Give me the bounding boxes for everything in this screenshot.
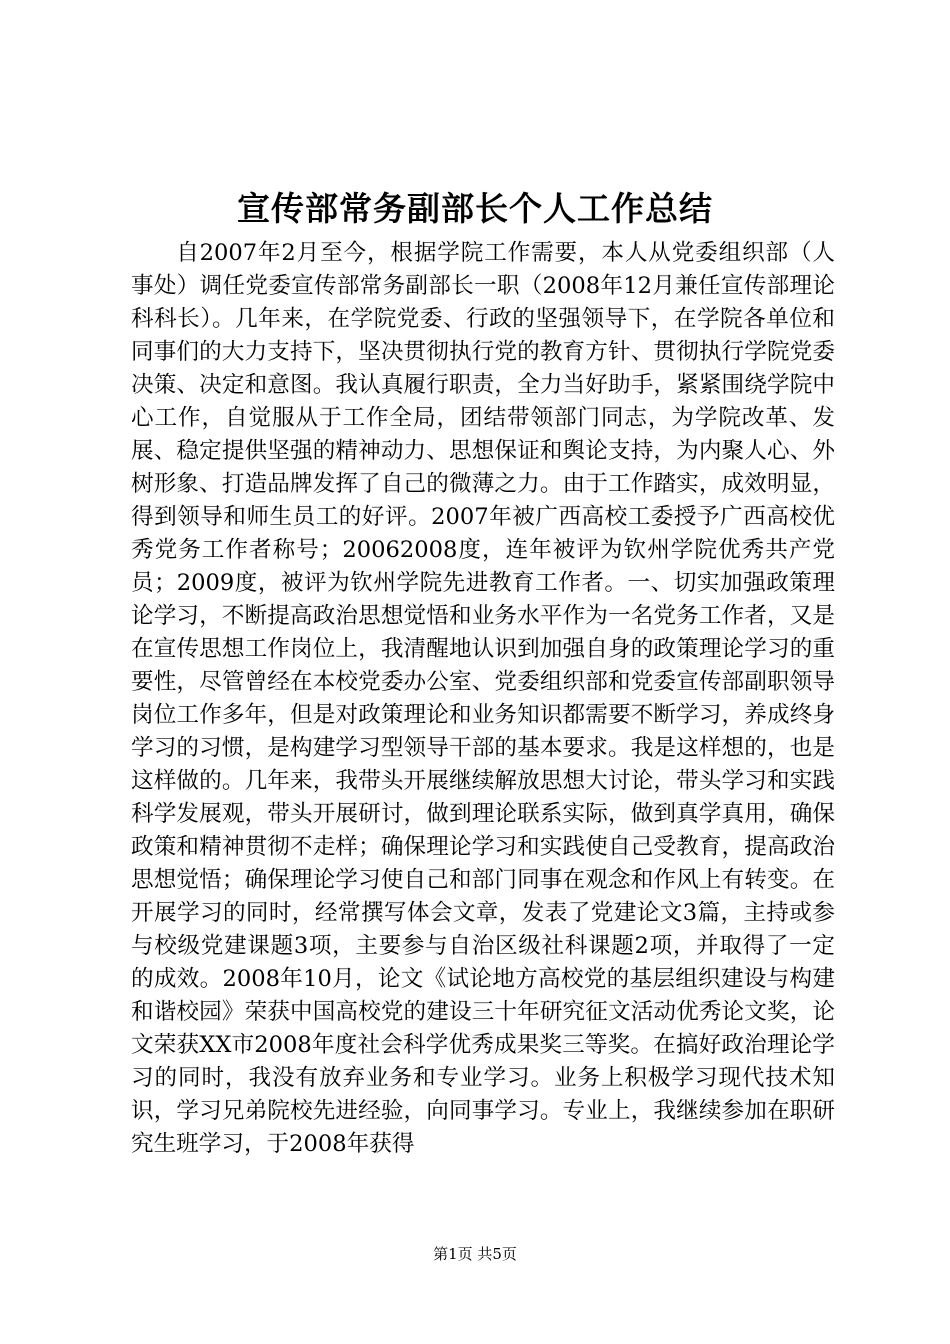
page-number-footer: 第1页 共5页 — [433, 1245, 517, 1263]
document-title: 宣传部常务副部长个人工作总结 — [237, 189, 713, 228]
document-body-paragraph: 自2007年2月至今，根据学院工作需要，本人从党委组织部（人事处）调任党委宣传部常务副部长一职（2008年12月兼任宣传部理论科科长）。几年来，在学院党委、行政的坚强领导下，在学院各单位和同事们的大力支持下，坚决贯彻执行党的教育方针、贯彻执行学院党委决策、决定和意图。我认真履行职责，全力当好助手，紧紧围绕学院中心工作，自觉服从于工作全局，团结带领部门同志，为学院改革、发展、稳定提供坚强的精神动力、思想保证和舆论支持，为内聚人心、外树形象、打造品牌发挥了自己的微薄之力。由于工作踏实，成效明显，得到领导和师生员工的好评。2007年被广西高校工委授予广西高校优秀党务工作者称号；20062008度，连年被评为钦州学院优秀共产党员；2009度，被评为钦州学院先进教育工作者。一、切实加强政策理论学习，不断提高政治思想觉悟和业务水平作为一名党务工作者，又是在宣传思想工作岗位上，我清醒地认识到加强自身的政策理论学习的重要性，尽管曾经在本校党委办公室、党委组织部和党委宣传部副职领导岗位工作多年，但是对政策理论和业务知识都需要不断学习，养成终身学习的习惯，是构建学习型领导干部的基本要求。我是这样想的，也是这样做的。几年来，我带头开展继续解放思想大讨论，带头学习和实践科学发展观，带头开展研讨，做到理论联系实际，做到真学真用，确保政策和精神贯彻不走样；确保理论学习和实践使自己受教育，提高政治思想觉悟；确保理论学习使自己和部门同事在观念和作风上有转变。在开展学习的同时，经常撰写体会文章，发表了党建论文3篇，主持或参与校级党建课题3项，主要参与自治区级社科课题2项，并取得了一定的成效。2008年10月，论文《试论地方高校党的基层组织建设与构建和谐校园》荣获中国高校党的建设三十年研究征文活动优秀论文奖，论文荣获XX市2008年度社会科学优秀成果奖三等奖。在搞好政治理论学习的同时，我没有放弃业务和专业学习。业务上积极学习现代技术知识，学习兄弟院校先进经验，向同事学习。专业上，我继续参加在职研究生班学习，于2008年获得 — [131, 240, 835, 1157]
